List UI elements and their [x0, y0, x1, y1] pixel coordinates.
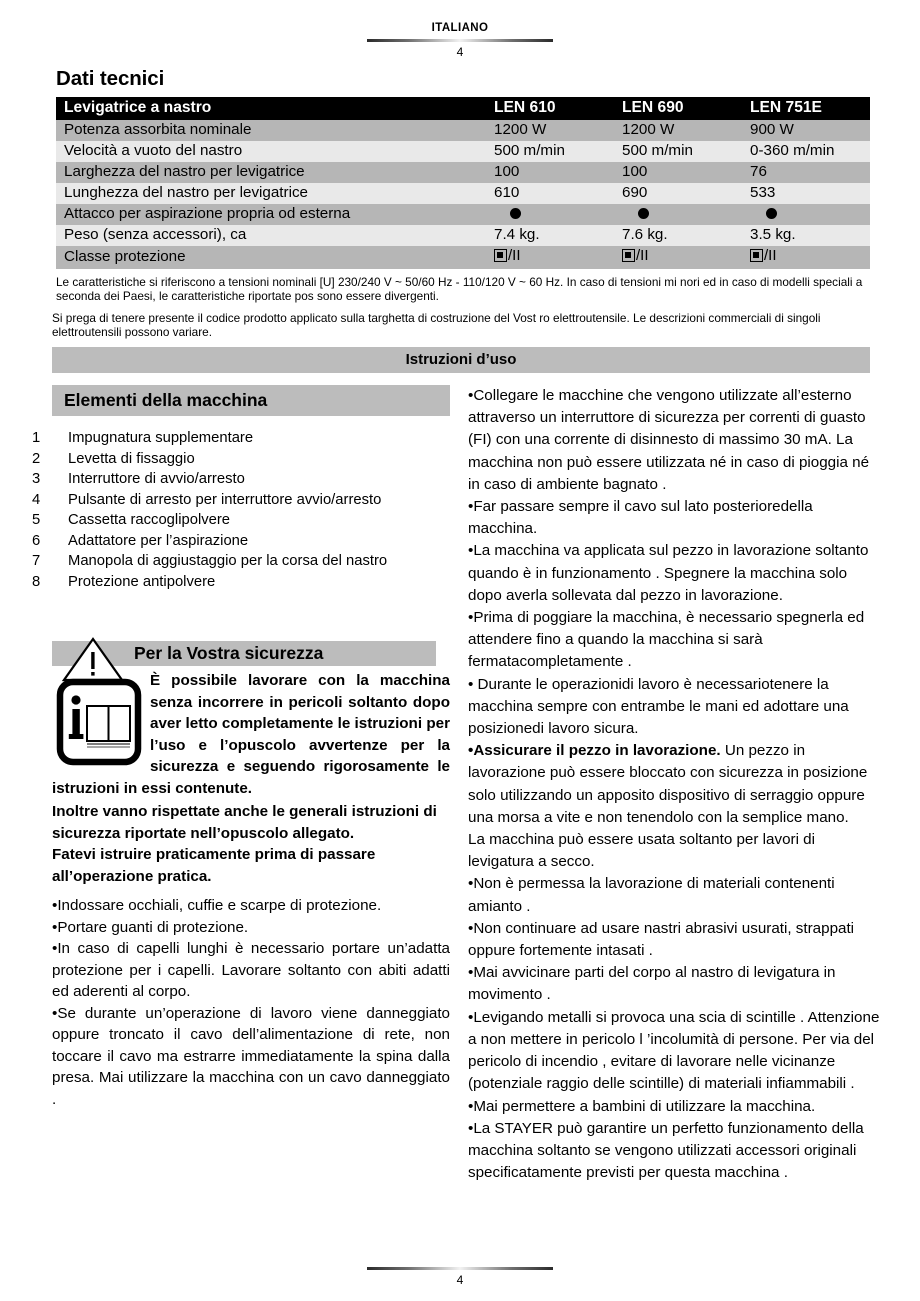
table-cell-value: 610 [494, 184, 520, 201]
table-cell-label: Attacco per aspirazione propria od esterna [64, 205, 351, 222]
double-insulation-icon [750, 249, 763, 262]
list-item-number: 5 [32, 512, 41, 528]
table-cell-value: 0-360 m/min [750, 142, 835, 159]
table-cell-value: 76 [750, 163, 767, 180]
table-header-model-1: LEN 610 [486, 97, 614, 120]
list-item-number: 4 [32, 491, 41, 508]
right-column [468, 385, 880, 1184]
footer-page-number: 4 [456, 1273, 464, 1287]
table-cell-value [486, 246, 614, 269]
footnote-product-code: Si prega di tenere presente il codice prodotto applicato sulla targhetta di costruzione del Vost ro elettroutensile. Le descrizioni commerciali di singoli elettroutensili possono variare. [52, 311, 821, 339]
right-paragraphs-bottom [468, 829, 880, 1184]
feature-dot-icon [766, 208, 777, 219]
technical-data-table [56, 97, 870, 269]
table-cell-label: Velocità a vuoto del nastro [64, 142, 243, 159]
header-rule [367, 39, 553, 42]
table-cell-value [742, 204, 870, 225]
safety-paragraph-main: È possibile lavorare con la macchina senza incorrere in pericoli soltanto dopo aver letto completamente le istruzioni per l’uso e l’opuscolo avvertenze per la sicurezza e seguendo rigorosamente le istruzioni in essi contenute. [52, 672, 450, 797]
safety-section [52, 638, 450, 1110]
table-header-model-2: LEN 690 [614, 97, 742, 120]
safety-paragraph: •Far passare sempre il cavo sul lato posterioredella macchina. [468, 498, 813, 538]
double-insulation-icon [494, 249, 507, 262]
list-item [32, 428, 450, 449]
machine-elements-list [32, 428, 450, 592]
read-manual-icon [56, 676, 142, 768]
safety-heading-text: Per la Vostra sicurezza [134, 643, 324, 663]
right-paragraphs-top [468, 385, 880, 740]
table-row [56, 141, 870, 162]
safety-bullet: •Portare guanti di protezione. [52, 918, 249, 936]
list-item [32, 490, 450, 511]
safety-bullet: •In caso di capelli lunghi è necessario portare un’adatta protezione per i capelli. Lavorare soltanto con abiti adatti ed aderenti al corpo. [52, 940, 450, 1000]
list-item-number: 6 [32, 532, 41, 549]
safety-paragraph: •La STAYER può garantire un perfetto funzionamento della macchina soltanto se vengono utilizzati accessori originali specificatamente previsti per questa macchina . [468, 1119, 864, 1182]
footnotes [52, 275, 878, 339]
table-cell-value: 1200 W [494, 121, 547, 138]
list-item [32, 572, 450, 593]
table-cell-value: 1200 W [622, 121, 675, 138]
list-item-label: Levetta di fissaggio [68, 450, 195, 467]
list-item-label: Cassetta raccoglipolvere [68, 512, 231, 528]
table-row [56, 120, 870, 141]
protection-class-text: /II [636, 247, 649, 264]
secure-workpiece-paragraph [468, 740, 880, 829]
table-header-model-3: LEN 751E [742, 97, 870, 120]
table-cell-value: 900 W [750, 121, 794, 138]
table-cell-value [614, 204, 742, 225]
safety-paragraph: •Mai avvicinare parti del corpo al nastro di levigatura in movimento . [468, 964, 836, 1004]
safety-body [52, 670, 450, 1110]
table-cell-label: Classe protezione [64, 248, 186, 265]
list-item-number: 1 [32, 430, 41, 446]
table-cell-value: 7.6 kg. [622, 226, 668, 243]
protection-class-symbol [750, 248, 777, 263]
machine-elements-heading: Elementi della macchina [52, 385, 450, 416]
table-cell-value: 3.5 kg. [750, 226, 796, 243]
list-item-label: Interruttore di avvio/arresto [68, 471, 245, 487]
safety-paragraph: •La macchina va applicata sul pezzo in lavorazione soltanto quando è in funzionamento . Spegnere la macchina solo dopo averla sollevata dal pezzo in lavorazione. [468, 542, 869, 604]
list-item [32, 531, 450, 552]
safety-paragraph: •Mai permettere a bambini di utilizzare la macchina. [468, 1097, 816, 1115]
instructions-banner: Istruzioni d’uso [52, 347, 870, 373]
safety-heading-row [52, 638, 450, 666]
language-label: ITALIANO [431, 22, 489, 34]
safety-paragraph: La macchina può essere usata soltanto per lavori di levigatura a secco. [468, 831, 815, 871]
safety-bullets [52, 895, 450, 1110]
page-footer [0, 1263, 920, 1287]
list-item-label: Adattatore per l’aspirazione [68, 532, 249, 549]
header-page-number: 4 [456, 45, 464, 59]
table-cell-value: 533 [750, 184, 776, 201]
list-item [32, 469, 450, 490]
table-row [56, 204, 870, 225]
table-cell-value: 100 [494, 163, 520, 180]
protection-class-text: /II [508, 247, 521, 264]
table-row [56, 225, 870, 246]
list-item-number: 2 [32, 450, 41, 467]
protection-class-symbol [494, 248, 521, 263]
safety-paragraph: • Durante le operazionidi lavoro è necessariotenere la macchina sempre con entrambe le mani ed adottare una posizionedi lavoro sicura. [468, 675, 849, 738]
secure-workpiece-lead: •Assicurare il pezzo in lavorazione. [468, 742, 721, 760]
table-cell-value: 690 [622, 184, 648, 201]
safety-paragraph: •Levigando metalli si provoca una scia di scintille . Attenzione a non mettere in pericolo l ’incolumità di persone. Per via del pericolo di incendio , evitare di lavorare nelle vicinanze (potenziale raggio delle scintille) di materiali infiammabili . [468, 1008, 880, 1093]
list-item [32, 449, 450, 470]
table-cell-value [742, 246, 870, 269]
protection-class-text: /II [764, 247, 777, 264]
table-row [56, 183, 870, 204]
table-body [56, 120, 870, 269]
table-cell-label: Lunghezza del nastro per levigatrice [64, 184, 308, 201]
table-cell-value: 500 m/min [494, 142, 565, 159]
table-cell-value: 7.4 kg. [494, 226, 540, 243]
running-header [0, 0, 920, 59]
table-cell-value [486, 204, 614, 225]
safety-paragraph: •Collegare le macchine che vengono utilizzate all’esterno attraverso un interruttore di sicurezza per correnti di guasto (FI) con una corrente di disinnesto di massimo 30 mA. La macchina non può essere utilizzata né in caso di pioggia né in caso di ambiente bagnato . [468, 387, 870, 493]
table-cell-label: Peso (senza accessori), ca [64, 226, 247, 243]
list-item-number: 8 [32, 573, 41, 590]
secure-workpiece-rest: Un pezzo in lavorazione può essere bloccato con sicurezza in posizione solo utilizzando un apposito dispositivo di serraggio oppure una morsa a vite e non tenendolo con la semplice mano. [468, 742, 868, 826]
feature-dot-icon [510, 208, 521, 219]
feature-dot-icon [638, 208, 649, 219]
table-cell-label: Larghezza del nastro per levigatrice [64, 163, 305, 180]
list-item [32, 510, 450, 531]
table-header-row [56, 97, 870, 120]
double-insulation-icon [622, 249, 635, 262]
safety-bullet: •Se durante un’operazione di lavoro viene danneggiato oppure troncato il cavo dell’alimentazione di rete, non toccare il cavo ma estrarre immediatamente la spina dalla presa. Mai utilizzare la macchina con un cavo danneggiato . [52, 1004, 450, 1108]
table-cell-value [614, 246, 742, 269]
list-item-label: Impugnatura supplementare [68, 430, 254, 446]
safety-paragraph: •Non è permessa la lavorazione di materiali contenenti amianto . [468, 875, 835, 915]
safety-paragraph: •Non continuare ad usare nastri abrasivi usurati, strappati oppure fortemente intasati . [468, 919, 855, 960]
list-item-number: 7 [32, 553, 41, 569]
footnote-voltage: Le caratteristiche si riferiscono a tensioni nominali [U] 230/240 V ~ 50/60 Hz - 110/120 V ~ 60 Hz. In caso di tensioni mi nori ed in caso di modelli speciali a seconda dei Paesi, le caratteristiche riportate pos sono essere divergenti. [56, 275, 863, 303]
list-item-label: Pulsante di arresto per interruttore avvio/arresto [68, 491, 382, 508]
safety-paragraph: •Prima di poggiare la macchina, è necessario spegnerla ed attendere fino a quando la macchina si sarà fermatacompletamente . [468, 609, 865, 671]
safety-bullet: •Indossare occhiali, cuffie e scarpe di protezione. [52, 897, 382, 914]
list-item-label: Protezione antipolvere [68, 573, 216, 590]
footer-rule [367, 1267, 553, 1270]
list-item-label: Manopola di aggiustaggio per la corsa del nastro [68, 553, 388, 569]
table-header-label: Levigatrice a nastro [56, 97, 486, 120]
table-row [56, 246, 870, 269]
safety-paragraph-training: Fatevi istruire praticamente prima di passare all’operazione pratica. [52, 846, 376, 885]
table-cell-value: 500 m/min [622, 142, 693, 159]
safety-paragraph-general: Inoltre vanno rispettate anche le generali istruzioni di sicurezza riportate nell’opuscolo allegato. [52, 803, 437, 842]
table-row [56, 162, 870, 183]
left-column [32, 385, 450, 1110]
body-columns [0, 385, 920, 1184]
protection-class-symbol [622, 248, 649, 263]
page-title: Dati tecnici [56, 67, 165, 90]
table-cell-label: Potenza assorbita nominale [64, 121, 252, 138]
list-item [32, 551, 450, 572]
list-item-number: 3 [32, 471, 41, 487]
table-cell-value: 100 [622, 163, 648, 180]
